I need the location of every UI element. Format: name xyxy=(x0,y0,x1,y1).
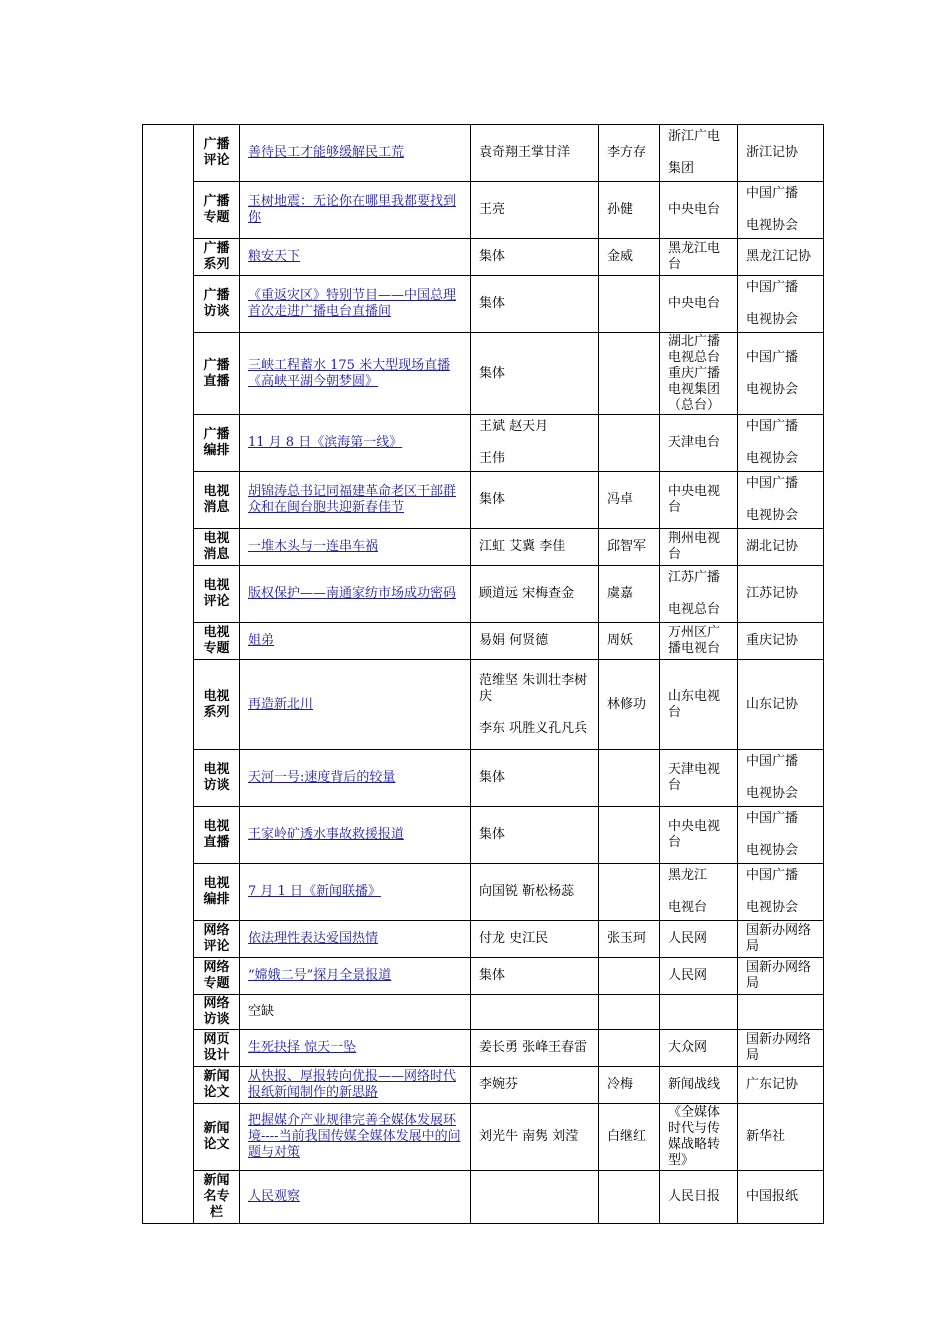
editor-cell xyxy=(599,1030,660,1067)
editor-cell: 孙健 xyxy=(599,182,660,239)
unit-cell: 黑龙江电台 xyxy=(660,239,738,276)
editor-cell xyxy=(599,995,660,1030)
unit-cell: 中央电视台 xyxy=(660,472,738,529)
recommender-cell: 黑龙江记协 xyxy=(738,239,824,276)
work-title-link[interactable]: 一堆木头与一连串车祸 xyxy=(248,539,379,554)
work-title-link[interactable]: 胡锦涛总书记同福建革命老区干部群众和在闽台胞共迎新春佳节 xyxy=(248,484,457,515)
unit-cell: 天津电台 xyxy=(660,415,738,472)
work-title-link[interactable]: 11 月 8 日《滨海第一线》 xyxy=(248,435,403,450)
recommender-cell: 国新办网络局 xyxy=(738,1030,824,1067)
editor-cell: 白继红 xyxy=(599,1104,660,1171)
category-cell: 电视 评论 xyxy=(194,566,240,623)
unit-cell: 人民网 xyxy=(660,958,738,995)
authors-cell: 集体 xyxy=(471,750,599,807)
unit-cell: 人民日报 xyxy=(660,1171,738,1224)
work-title-cell xyxy=(240,864,471,921)
work-title-link[interactable]: 善待民工才能够缓解民工荒 xyxy=(248,145,405,160)
table-row xyxy=(143,333,824,415)
category-cell: 电视 消息 xyxy=(194,529,240,566)
awards-table xyxy=(142,124,824,1224)
work-title-cell xyxy=(240,807,471,864)
recommender-cell: 中国广播 电视协会 xyxy=(738,276,824,333)
editor-cell xyxy=(599,415,660,472)
recommender-cell: 国新办网络局 xyxy=(738,958,824,995)
work-title-cell xyxy=(240,182,471,239)
authors-cell: 顾道远 宋梅查金 xyxy=(471,566,599,623)
work-title-cell xyxy=(240,566,471,623)
work-title-cell xyxy=(240,623,471,660)
recommender-cell: 中国广播 电视协会 xyxy=(738,472,824,529)
editor-cell xyxy=(599,333,660,415)
table-row xyxy=(143,1171,824,1224)
table-row xyxy=(143,125,824,182)
recommender-cell: 江苏记协 xyxy=(738,566,824,623)
unit-cell: 人民网 xyxy=(660,921,738,958)
unit-cell: 中央电视台 xyxy=(660,807,738,864)
table-row xyxy=(143,529,824,566)
work-title-link[interactable]: 粮安天下 xyxy=(248,249,301,264)
table-row xyxy=(143,276,824,333)
unit-cell: 《全媒体时代与传媒战略转型》 xyxy=(660,1104,738,1171)
authors-cell: 姜长勇 张峰王春雷 xyxy=(471,1030,599,1067)
work-title-link[interactable]: 天河一号:速度背后的较量 xyxy=(248,770,396,785)
table-row xyxy=(143,750,824,807)
authors-cell: 集体 xyxy=(471,239,599,276)
work-title-link[interactable]: 王家岭矿透水事故救援报道 xyxy=(248,827,405,842)
work-title-cell xyxy=(240,1104,471,1171)
table-row xyxy=(143,415,824,472)
recommender-cell: 广东记协 xyxy=(738,1067,824,1104)
work-title-cell xyxy=(240,333,471,415)
unit-cell xyxy=(660,995,738,1030)
category-cell: 电视 编排 xyxy=(194,864,240,921)
category-cell: 网络 评论 xyxy=(194,921,240,958)
work-title-link[interactable]: 三峡工程蓄水 175 米大型现场直播《高峡平湖今朝梦圆》 xyxy=(248,357,451,389)
category-cell: 广播 评论 xyxy=(194,125,240,182)
recommender-cell: 中国报纸 xyxy=(738,1171,824,1224)
category-cell: 电视 消息 xyxy=(194,472,240,529)
table-row xyxy=(143,1030,824,1067)
category-cell: 广播 直播 xyxy=(194,333,240,415)
work-title-cell xyxy=(240,1171,471,1224)
table-row xyxy=(143,1104,824,1171)
table-row xyxy=(143,807,824,864)
work-title-cell xyxy=(240,239,471,276)
editor-cell xyxy=(599,864,660,921)
category-cell: 网络 访谈 xyxy=(194,995,240,1030)
category-cell: 电视 访谈 xyxy=(194,750,240,807)
editor-cell: 张玉珂 xyxy=(599,921,660,958)
recommender-cell: 新华社 xyxy=(738,1104,824,1171)
editor-cell xyxy=(599,750,660,807)
work-title-link[interactable]: 再造新北川 xyxy=(248,696,314,712)
unit-cell: 山东电视台 xyxy=(660,660,738,750)
work-title-cell xyxy=(240,750,471,807)
category-cell: 新闻 论文 xyxy=(194,1067,240,1104)
authors-cell: 王斌 赵天月 王伟 xyxy=(471,415,599,472)
merged-left-column xyxy=(143,125,194,1224)
work-title-link[interactable]: 从快报、厚报转向优报——网络时代报纸新闻制作的新思路 xyxy=(248,1069,457,1100)
unit-cell: 新闻战线 xyxy=(660,1067,738,1104)
recommender-cell: 国新办网络局 xyxy=(738,921,824,958)
editor-cell: 金威 xyxy=(599,239,660,276)
authors-cell: 向国锐 靳松杨蕊 xyxy=(471,864,599,921)
work-title-cell xyxy=(240,995,471,1030)
category-cell: 电视 系列 xyxy=(194,660,240,750)
editor-cell: 林修功 xyxy=(599,660,660,750)
recommender-cell: 中国广播 电视协会 xyxy=(738,333,824,415)
table-row xyxy=(143,472,824,529)
authors-cell: 集体 xyxy=(471,472,599,529)
work-title-cell xyxy=(240,415,471,472)
authors-cell xyxy=(471,1171,599,1224)
work-title-link[interactable]: 玉树地震：无论你在哪里我都要找到你 xyxy=(248,194,457,225)
work-title-cell xyxy=(240,529,471,566)
editor-cell: 李方存 xyxy=(599,125,660,182)
unit-cell: 湖北广播电视总台重庆广播电视集团（总台） xyxy=(660,333,738,415)
unit-cell: 天津电视台 xyxy=(660,750,738,807)
editor-cell xyxy=(599,1171,660,1224)
table-row xyxy=(143,566,824,623)
table-row xyxy=(143,623,824,660)
unit-cell: 黑龙江 电视台 xyxy=(660,864,738,921)
category-cell: 网络 专题 xyxy=(194,958,240,995)
authors-cell xyxy=(471,995,599,1030)
work-title-link[interactable]: 把握媒介产业规律完善全媒体发展环境----当前我国传媒全媒体发展中的问题与对策 xyxy=(248,1113,461,1160)
work-title-cell xyxy=(240,472,471,529)
recommender-cell: 中国广播 电视协会 xyxy=(738,864,824,921)
table-row xyxy=(143,958,824,995)
authors-cell: 集体 xyxy=(471,807,599,864)
authors-cell: 集体 xyxy=(471,333,599,415)
work-title-link[interactable]: 依法理性表达爱国热情 xyxy=(248,931,379,946)
work-title-link[interactable]: 生死抉择 惊天一坠 xyxy=(248,1040,357,1055)
table-row xyxy=(143,660,824,750)
table-row xyxy=(143,182,824,239)
work-title-cell xyxy=(240,276,471,333)
authors-cell: 王亮 xyxy=(471,182,599,239)
unit-cell: 中央电台 xyxy=(660,276,738,333)
editor-cell xyxy=(599,807,660,864)
recommender-cell: 中国广播 电视协会 xyxy=(738,182,824,239)
work-title-link[interactable]: 人民观察 xyxy=(248,1189,301,1204)
category-cell: 网页 设计 xyxy=(194,1030,240,1067)
authors-cell: 江虹 艾冀 李佳 xyxy=(471,529,599,566)
category-cell: 广播 专题 xyxy=(194,182,240,239)
editor-cell: 冯卓 xyxy=(599,472,660,529)
editor-cell: 周妖 xyxy=(599,623,660,660)
category-cell: 电视 专题 xyxy=(194,623,240,660)
work-title-cell xyxy=(240,1030,471,1067)
recommender-cell xyxy=(738,995,824,1030)
recommender-cell: 山东记协 xyxy=(738,660,824,750)
editor-cell: 虞嘉 xyxy=(599,566,660,623)
unit-cell: 江苏广播 电视总台 xyxy=(660,566,738,623)
unit-cell: 万州区广播电视台 xyxy=(660,623,738,660)
recommender-cell: 中国广播 电视协会 xyxy=(738,415,824,472)
recommender-cell: 中国广播 电视协会 xyxy=(738,750,824,807)
work-title-cell xyxy=(240,921,471,958)
authors-cell: 刘光牛 南隽 刘滢 xyxy=(471,1104,599,1171)
category-cell: 新闻 论文 xyxy=(194,1104,240,1171)
category-cell: 广播 访谈 xyxy=(194,276,240,333)
unit-cell: 荆州电视台 xyxy=(660,529,738,566)
editor-cell xyxy=(599,958,660,995)
unit-cell: 中央电台 xyxy=(660,182,738,239)
table-row xyxy=(143,1067,824,1104)
work-title-link[interactable]: 《重返灾区》特别节目——中国总理首次走进广播电台直播间 xyxy=(248,288,457,319)
authors-cell: 范维坚 朱训壮李树庆 李东 巩胜义孔凡兵 xyxy=(471,660,599,750)
recommender-cell: 浙江记协 xyxy=(738,125,824,182)
work-title-cell xyxy=(240,958,471,995)
authors-cell: 付龙 史江民 xyxy=(471,921,599,958)
unit-cell: 大众网 xyxy=(660,1030,738,1067)
recommender-cell: 重庆记协 xyxy=(738,623,824,660)
category-cell: 广播 系列 xyxy=(194,239,240,276)
table-row xyxy=(143,995,824,1030)
work-title-link[interactable]: 姐弟 xyxy=(248,633,275,648)
work-title-cell xyxy=(240,1067,471,1104)
recommender-cell: 中国广播 电视协会 xyxy=(738,807,824,864)
work-title-link: 空缺 xyxy=(248,1004,275,1019)
work-title-link[interactable]: “嫦娥二号”探月全景报道 xyxy=(248,968,392,983)
recommender-cell: 湖北记协 xyxy=(738,529,824,566)
work-title-link[interactable]: 7 月 1 日《新闻联播》 xyxy=(248,884,381,899)
table-row xyxy=(143,921,824,958)
editor-cell: 邱智军 xyxy=(599,529,660,566)
work-title-link[interactable]: 版权保护——南通家纺市场成功密码 xyxy=(248,586,457,601)
unit-cell: 浙江广电 集团 xyxy=(660,125,738,182)
editor-cell: 冷梅 xyxy=(599,1067,660,1104)
category-cell: 新闻 名专 栏 xyxy=(194,1171,240,1224)
authors-cell: 易娟 何贤德 xyxy=(471,623,599,660)
category-cell: 广播 编排 xyxy=(194,415,240,472)
authors-cell: 李婉芬 xyxy=(471,1067,599,1104)
authors-cell: 集体 xyxy=(471,958,599,995)
editor-cell xyxy=(599,276,660,333)
authors-cell: 袁奇翔王掌甘洋 xyxy=(471,125,599,182)
category-cell: 电视 直播 xyxy=(194,807,240,864)
table-row xyxy=(143,864,824,921)
work-title-cell xyxy=(240,125,471,182)
work-title-cell xyxy=(240,660,471,750)
table-row xyxy=(143,239,824,276)
authors-cell: 集体 xyxy=(471,276,599,333)
